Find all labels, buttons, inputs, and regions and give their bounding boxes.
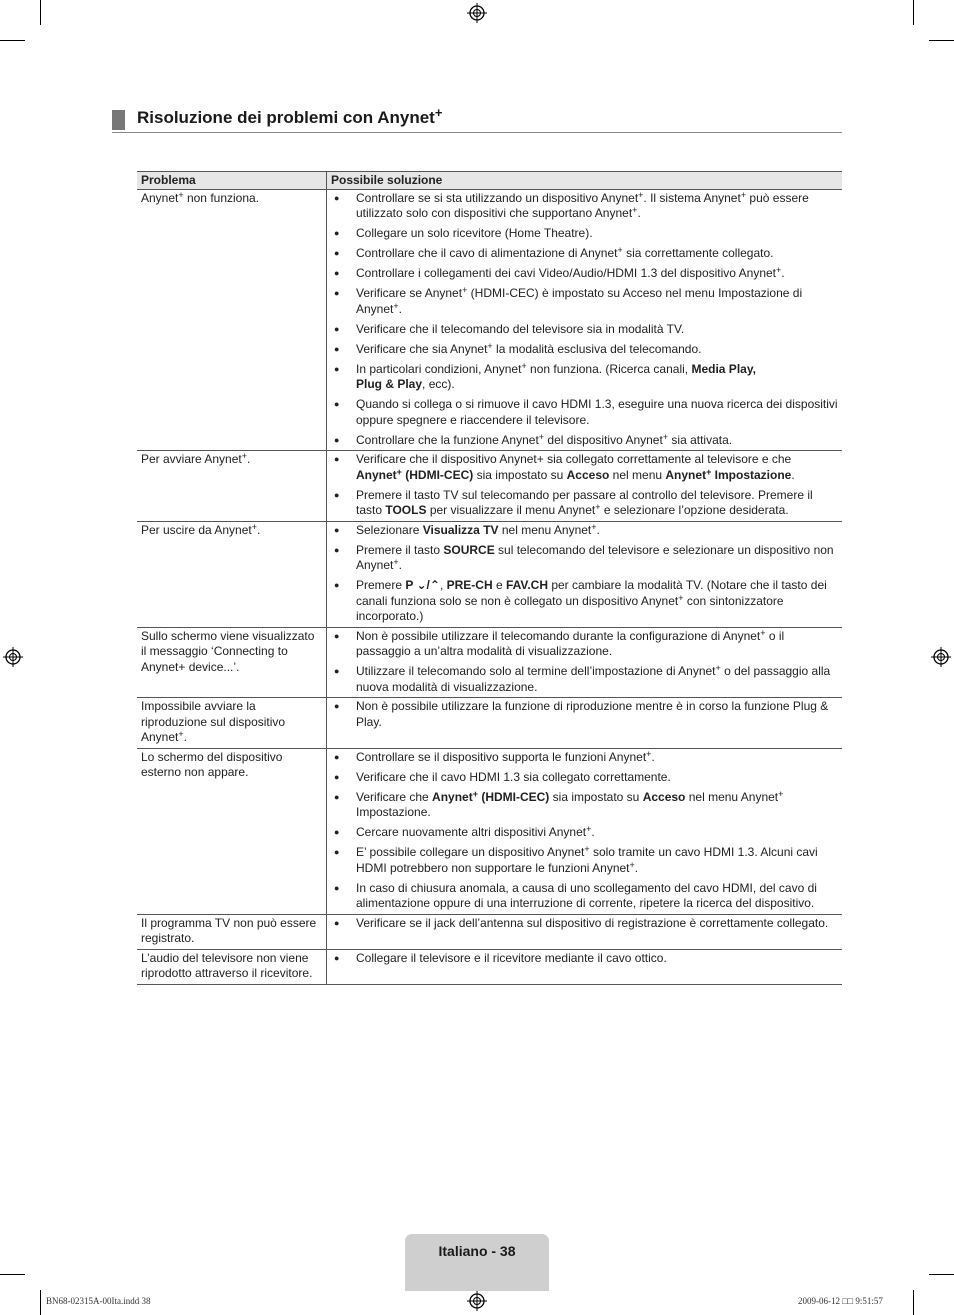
solution-item: ● Verificare che Anynet+ (HDMI-CEC) sia impostato su Acceso nel menu Anynet+ Impostazione. xyxy=(331,790,838,821)
solution-item: ● Premere P ⌄/⌃, PRE-CH e FAV.CH per cambiare la modalità TV. (Notare che il tasto dei canali funziona solo se non è collegato un dispositivo Anynet+ con sintonizzatore incorporato.) xyxy=(331,578,838,625)
registration-mark-icon xyxy=(3,647,23,667)
solution-list xyxy=(331,452,838,519)
registration-mark-icon xyxy=(931,647,951,667)
solution-item: ● Premere il tasto TV sul telecomando per passare al controllo del televisore. Premere il tasto TOOLS per visualizzare il menu Anynet+ e selezionare l’opzione desiderata. xyxy=(331,488,838,519)
solution-item: ● Non è possibile utilizzare il telecomando durante la configurazione di Anynet+ o il passaggio a un’altra modalità di visualizzazione. xyxy=(331,629,838,660)
column-header-problem: Problema xyxy=(137,172,327,190)
solution-list xyxy=(331,750,838,912)
troubleshooting-table xyxy=(137,171,842,985)
print-file-info: BN68-02315A-00Ita.indd 38 xyxy=(46,1296,151,1306)
solution-item: ● Verificare che il telecomando del televisore sia in modalità TV. xyxy=(331,322,838,338)
crop-mark xyxy=(929,40,954,41)
solution-item: ● Verificare se Anynet+ (HDMI-CEC) è impostato su Acceso nel menu Impostazione di Anynet+. xyxy=(331,286,838,317)
section-title: Risoluzione dei problemi con Anynet+ xyxy=(137,105,443,127)
problem-cell: Per uscire da Anynet+. xyxy=(137,521,327,627)
solution-item: ● Non è possibile utilizzare la funzione di riproduzione mentre è in corso la funzione Plug & Play. xyxy=(331,699,838,730)
crop-mark xyxy=(913,1290,914,1315)
solution-item: ● Verificare che il dispositivo Anynet+ sia collegato correttamente al televisore e che Anynet+ (HDMI-CEC) sia impostato su Acceso nel menu Anynet+ Impostazione. xyxy=(331,452,838,483)
solution-cell xyxy=(327,914,843,949)
solution-item: ● Collegare il televisore e il ricevitore mediante il cavo ottico. xyxy=(331,951,838,967)
table-header-row xyxy=(137,172,842,190)
crop-mark xyxy=(913,0,914,25)
solution-cell xyxy=(327,451,843,522)
crop-mark xyxy=(929,1274,954,1275)
crop-mark xyxy=(40,1290,41,1315)
table-body xyxy=(137,189,842,984)
problem-cell: Anynet+ non funziona. xyxy=(137,189,327,451)
solution-list xyxy=(331,951,838,967)
solution-item: ● Verificare che sia Anynet+ la modalità esclusiva del telecomando. xyxy=(331,342,838,358)
crop-mark xyxy=(40,0,41,25)
problem-cell: Lo schermo del dispositivo esterno non appare. xyxy=(137,748,327,914)
solution-item: ● Verificare se il jack dell’antenna sul dispositivo di registrazione è correttamente collegato. xyxy=(331,916,838,932)
solution-list xyxy=(331,916,838,932)
section-marker-bar xyxy=(112,110,125,130)
solution-cell xyxy=(327,949,843,984)
solution-cell xyxy=(327,521,843,627)
table-row xyxy=(137,451,842,522)
problem-cell: Sullo schermo viene visualizzato il messaggio ‘Connecting to Anynet+ device...’. xyxy=(137,627,327,698)
solution-item: ● In caso di chiusura anomala, a causa di uno scollegamento del cavo HDMI, del cavo di alimentazione oppure di una interruzione di corrente, ripetere la ricerca del dispositivo. xyxy=(331,881,838,912)
solution-list xyxy=(331,191,838,449)
solution-list xyxy=(331,699,838,730)
page-number-tab xyxy=(405,1234,549,1291)
solution-item: ● Quando si collega o si rimuove il cavo HDMI 1.3, eseguire una nuova ricerca dei dispositivi oppure spegnere e riaccendere il televisore. xyxy=(331,397,838,428)
problem-cell: Impossibile avviare la riproduzione sul dispositivo Anynet+. xyxy=(137,698,327,749)
solution-item: ● E’ possibile collegare un dispositivo Anynet+ solo tramite un cavo HDMI 1.3. Alcuni cavi HDMI potrebbero non supportare le funzioni Anynet+. xyxy=(331,845,838,876)
solution-cell xyxy=(327,189,843,451)
crop-mark xyxy=(0,1274,25,1275)
solution-item: ● Collegare un solo ricevitore (Home Theatre). xyxy=(331,226,838,242)
crop-mark xyxy=(0,40,25,41)
solution-cell xyxy=(327,698,843,749)
solution-cell xyxy=(327,748,843,914)
section-header xyxy=(112,105,842,133)
table-row xyxy=(137,949,842,984)
solution-item: ● Controllare se il dispositivo supporta le funzioni Anynet+. xyxy=(331,750,838,766)
table-row xyxy=(137,748,842,914)
solution-item: ● Verificare che il cavo HDMI 1.3 sia collegato correttamente. xyxy=(331,770,838,786)
table-row xyxy=(137,698,842,749)
problem-cell: Il programma TV non può essere registrato. xyxy=(137,914,327,949)
solution-item: ● Controllare che il cavo di alimentazione di Anynet+ sia correttamente collegato. xyxy=(331,246,838,262)
page-number: Italiano - 38 xyxy=(438,1243,516,1259)
solution-item: ● Controllare se si sta utilizzando un dispositivo Anynet+. Il sistema Anynet+ può essere utilizzato solo con dispositivi che supportano Anynet+. xyxy=(331,191,838,222)
solution-item: ● Controllare i collegamenti dei cavi Video/Audio/HDMI 1.3 del dispositivo Anynet+. xyxy=(331,266,838,282)
solution-cell xyxy=(327,627,843,698)
solution-item: ● Cercare nuovamente altri dispositivi Anynet+. xyxy=(331,825,838,841)
registration-mark-icon xyxy=(467,3,487,23)
problem-cell: L’audio del televisore non viene riprodotto attraverso il ricevitore. xyxy=(137,949,327,984)
table-row xyxy=(137,521,842,627)
table-row xyxy=(137,914,842,949)
print-date-info: 2009-06-12 □□ 9:51:57 xyxy=(798,1296,883,1306)
solution-list xyxy=(331,629,838,696)
solution-item: ● Selezionare Visualizza TV nel menu Anynet+. xyxy=(331,523,838,539)
registration-mark-icon xyxy=(467,1291,487,1311)
solution-item: ● Premere il tasto SOURCE sul telecomando del televisore e selezionare un dispositivo non Anynet+. xyxy=(331,543,838,574)
solution-list xyxy=(331,523,838,625)
title-superscript: + xyxy=(434,105,443,120)
column-header-solution: Possibile soluzione xyxy=(327,172,843,190)
problem-cell: Per avviare Anynet+. xyxy=(137,451,327,522)
solution-item: ● In particolari condizioni, Anynet+ non funziona. (Ricerca canali, Media Play, Plug & Play, ecc). xyxy=(331,362,838,393)
solution-item: ● Controllare che la funzione Anynet+ del dispositivo Anynet+ sia attivata. xyxy=(331,433,838,449)
solution-item: ● Utilizzare il telecomando solo al termine dell’impostazione di Anynet+ o del passaggio alla nuova modalità di visualizzazione. xyxy=(331,664,838,695)
table-row xyxy=(137,189,842,451)
table-row xyxy=(137,627,842,698)
